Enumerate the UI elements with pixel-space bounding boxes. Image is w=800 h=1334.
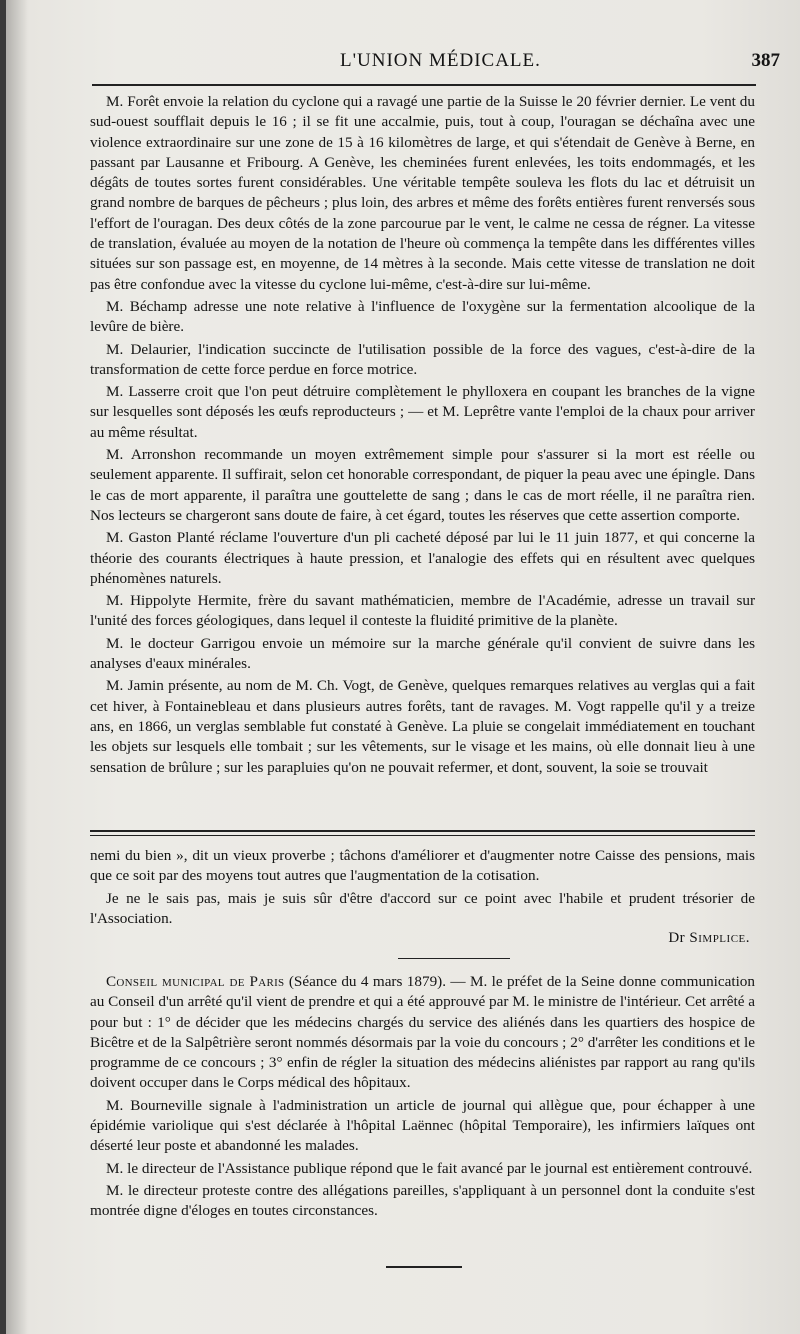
paragraph-arronshon: M. Arronshon recommande un moyen extrêmement simple pour s'assurer si la mort est réelle ou seulement apparente. Il suffirait, selon cet honorable correspondant, de piquer la peau avec une épingle. Dans le cas de mort apparente, il paraîtra une gouttelette de sang ; dans le cas de mort réelle, il ne paraîtra rien. Nos lecteurs se chargeront sans doute de faire, à cet égard, toutes les réserves que cette assertion comporte. <box>90 446 755 524</box>
running-title: L'UNION MÉDICALE. <box>340 50 541 71</box>
continuation-column <box>90 846 755 931</box>
academy-report-column <box>90 92 755 780</box>
conseil-session-text: (Séance du 4 mars 1879). — M. le préfet de la Seine donne communication au Conseil d'un arrêté qu'il vient de prendre et qui a été approuvé par M. le ministre de l'intérieur. Cet arrêté a pour but : 1° de décider que les médecins chargés du service des aliénés dans les quartiers des hospice de Bicêtre et de la Salpêtrière seront nommés désormais par la voie du concours ; 2° d'arrêter les conditions et le programme de ce concours ; 3° enfin de régler la situation des médecins aliénistes par rapport au rang qu'ils doivent occuper dans le Corps médical des hôpitaux. <box>90 973 755 1092</box>
paragraph-directeur-proteste: M. le directeur proteste contre des allégations pareilles, s'appliquant à un personnel dont la conduite s'est montrée digne d'éloges en toutes circonstances. <box>90 1181 755 1220</box>
paragraph-conseil-arrete <box>90 972 755 1094</box>
page-gutter-shadow <box>6 0 28 1334</box>
paragraph-foret-cyclone: M. Forêt envoie la relation du cyclone qui a ravagé une partie de la Suisse le 20 février dernier. Le vent du sud-ouest soufflait depuis le 16 ; il se fit une accalmie, puis, tout à coup, l'ouragan se déchaîna avec une violence extraordinaire sur une zone de 15 à 16 kilomètres de large, et qui s'étendait de Genève à Berne, en passant par Lausanne et Fribourg. A Genève, les cheminées furent enlevées, les toits endommagés, et les dégâts de toutes sortes furent considérables. Une véritable tempête souleva les flots du lac et détruisit un grand nombre de barques de pêcheurs ; plus loin, des arbres et même des forêts entières furent renversés sous l'effort de l'ouragan. Des deux côtés de la zone parcourue par le vent, le calme ne cessa de régner. La vitesse de translation, évaluée au moyen de la notation de l'heure où commença la tempête dans les différentes villes situées sur son passage est, en moyenne, de 14 mètres à la seconde. Mais cette vitesse de translation ne doit pas être confondue avec la vitesse du cyclone lui-même, c'est-à-dire sur lui-même. <box>90 93 755 293</box>
conseil-municipal-column <box>90 972 755 1224</box>
author-signature <box>668 930 750 947</box>
section-short-rule <box>398 958 510 959</box>
paragraph-jamin-vogt: M. Jamin présente, au nom de M. Ch. Vogt, de Genève, quelques remarques relatives au verglas qui a fait cet hiver, à Fontainebleau et dans plusieurs autres forêts, tant de ravages. M. Vogt rappelle qu'il y a treize ans, en 1866, un verglas semblable fut constaté à Genève. La pluie se congelait immédiatement en touchant les objets sur lesquels elle tombait ; sur les vêtements, sur le visage et les mains, où elle donnait lieu à une sensation de brûlure ; sur les parapluies qu'on ne pouvait refermer, et dont, souvent, la soie se trouvait <box>90 677 755 776</box>
paragraph-plante: M. Gaston Planté réclame l'ouverture d'un pli cacheté déposé par lui le 11 juin 1877, et qui concerne la théorie des courants électriques à haute pression, et l'analogie des effets qui en résultent avec quelques phénomènes naturels. <box>90 529 755 587</box>
end-rule <box>386 1266 462 1268</box>
paragraph-bechamp: M. Béchamp adresse une note relative à l'influence de l'oxygène sur la fermentation alcoolique de la levûre de bière. <box>90 297 755 336</box>
header-rule <box>92 84 756 86</box>
paragraph-garrigou: M. le docteur Garrigou envoie un mémoire sur la marche générale qu'il convient de suivre dans les analyses d'eaux minérales. <box>90 634 755 673</box>
paragraph-delaurier: M. Delaurier, l'indication succincte de l'utilisation possible de la force des vagues, c'est-à-dire de la transformation de cette force perdue en force motrice. <box>90 340 755 378</box>
paragraph-bourneville: M. Bourneville signale à l'administration un article de journal qui allègue que, pour échapper à une épidémie variolique qui s'est déclarée à l'hôpital Laënnec (hôpital Temporaire), les infirmiers laïques ont déserté leur poste et abandonné les malades. <box>90 1096 755 1155</box>
paragraph-caisse-pensions: nemi du bien », dit un vieux proverbe ; tâchons d'améliorer et d'augmenter notre Caisse des pensions, mais que ce soit par des moyens tout autres que l'augmentation de la cotisation. <box>90 847 755 885</box>
paragraph-hermite: M. Hippolyte Hermite, frère du savant mathématicien, membre de l'Académie, adresse un travail sur l'unité des forces géologiques, dans lequel il conteste la fluidité primitive de la planète. <box>90 592 755 630</box>
section-divider-double-rule <box>90 830 755 836</box>
paragraph-tresorier: Je ne le sais pas, mais je suis sûr d'être d'accord sur ce point avec l'habile et prudent trésorier de l'Association. <box>90 889 755 927</box>
paragraph-directeur-reponse: M. le directeur de l'Assistance publique répond que le fait avancé par le journal est entièrement controuvé. <box>106 1159 753 1177</box>
page-header <box>90 50 780 78</box>
conseil-heading: Conseil municipal de Paris <box>106 973 285 990</box>
signature-name: Simplice. <box>689 930 750 946</box>
page-number: 387 <box>751 50 780 71</box>
paragraph-lasserre: M. Lasserre croit que l'on peut détruire complètement le phylloxera en coupant les branches de la vigne sur lesquelles sont déposés les œufs reproducteurs ; — et M. Leprêtre vante l'emploi de la chaux pour arriver au même résultat. <box>90 383 755 441</box>
signature-prefix: Dr <box>668 930 690 946</box>
